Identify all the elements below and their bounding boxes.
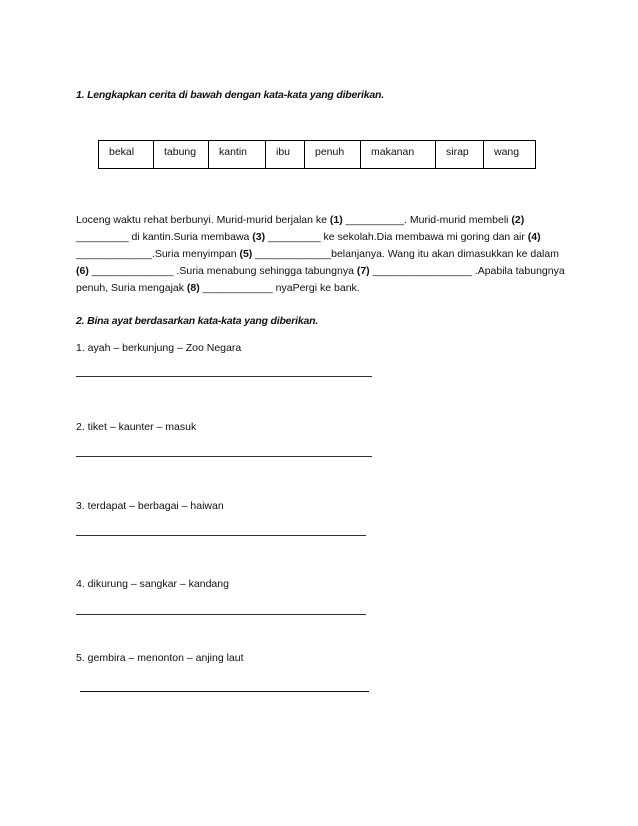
word-bank-cell: kantin (209, 141, 266, 169)
word-bank-cell: sirap (436, 141, 484, 169)
story-line (76, 246, 576, 263)
blank-number: (3) (252, 231, 266, 243)
answer-line-1[interactable] (76, 376, 372, 377)
answer-line-5[interactable] (80, 691, 369, 692)
story-text: _____________belanjanya. Wang itu akan dimasukkan ke dalam (252, 248, 559, 260)
word-bank-cell: makanan (361, 141, 436, 169)
answer-line-4[interactable] (76, 614, 366, 615)
story-line (76, 280, 576, 297)
blank-number: (2) (511, 214, 525, 226)
story-text: _________ di kantin.Suria membawa (76, 231, 253, 243)
word-bank-table (98, 140, 536, 169)
story-text: _____________.Suria menyimpan (76, 248, 240, 260)
blank-number: (1) (329, 214, 343, 226)
story-line (76, 229, 576, 246)
blank-number: (6) (76, 265, 89, 277)
story-line (76, 212, 576, 229)
blank-number: (4) (527, 231, 541, 243)
word-bank-cell: ibu (266, 141, 305, 169)
section-2-heading: 2. Bina ayat berdasarkan kata-kata yang diberikan. (76, 315, 319, 327)
word-bank-cell: wang (484, 141, 536, 169)
story-text: _________ ke sekolah.Dia membawa mi goring dan air (265, 231, 528, 243)
blank-number: (5) (239, 248, 253, 260)
answer-line-2[interactable] (76, 456, 372, 457)
blank-number: (8) (186, 282, 200, 294)
sentence-prompt-3: 3. terdapat – berbagai – haiwan (76, 500, 224, 512)
blank-number: (7) (356, 265, 370, 277)
story-text: ______________ .Suria menabung sehingga tabungnya (88, 265, 357, 277)
word-bank-cell: bekal (99, 141, 154, 169)
answer-line-3[interactable] (76, 535, 366, 536)
story-text: Loceng waktu rehat berbunyi. Murid-murid berjalan ke (76, 214, 330, 226)
story-line (76, 263, 576, 280)
word-bank-cell: tabung (154, 141, 209, 169)
story-paragraph (76, 212, 576, 297)
story-text: penuh, Suria mengajak (76, 282, 187, 294)
section-1-heading: 1. Lengkapkan cerita di bawah dengan kata-kata yang diberikan. (76, 89, 384, 101)
sentence-prompt-5: 5. gembira – menonton – anjing laut (76, 652, 244, 664)
story-text: _________________ .Apabila tabungnya (369, 265, 565, 277)
word-bank-cell: penuh (305, 141, 361, 169)
story-text: ____________ nyaPergi ke bank. (199, 282, 360, 294)
sentence-prompt-2: 2. tiket – kaunter – masuk (76, 421, 197, 433)
sentence-prompt-4: 4. dikurung – sangkar – kandang (76, 578, 229, 590)
story-text: __________. Murid-murid membeli (342, 214, 512, 226)
sentence-prompt-1: 1. ayah – berkunjung – Zoo Negara (76, 342, 242, 354)
